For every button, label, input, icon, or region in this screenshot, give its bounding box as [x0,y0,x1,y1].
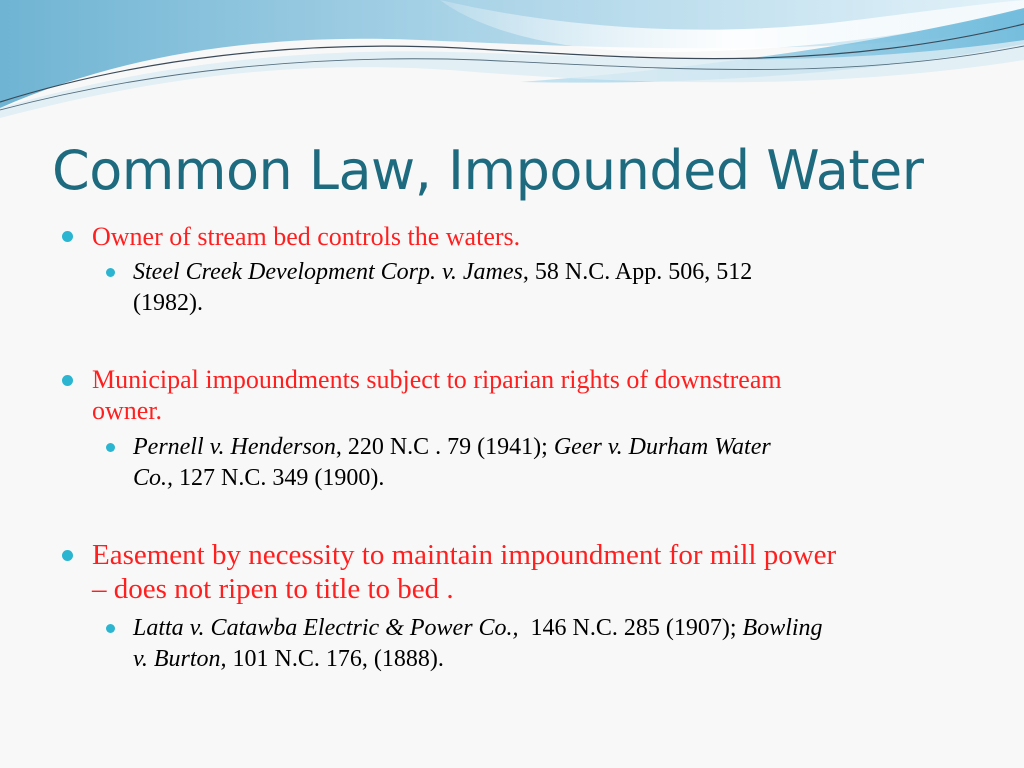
citation-case-name: Bowling [742,615,823,641]
citation-case-name: Geer v. Durham Water [553,434,771,460]
bullet-2-line-2: owner. [92,396,163,425]
bullet-2-text [92,364,782,396]
bullet-1-text [92,221,520,253]
citation-reference: , 220 N.C . 79 (1941); [335,434,554,460]
bullet-2-text-continued [92,395,162,427]
sub-bullet-marker-icon [106,624,115,633]
bullet-3-text-continued [92,572,454,606]
bullet-1-citation [133,257,752,319]
sub-bullet-marker-icon [106,443,115,452]
bullet-1-label: Owner of stream bed controls the waters. [92,222,521,251]
citation-reference: , 58 N.C. App. 506, 512 [522,259,753,285]
citation-case-name: Steel Creek Development Corp. v. James [133,259,523,285]
bullet-2-line-1: Municipal impoundments subject to riparian rights of downstream [92,365,782,394]
citation-case-name: v. Burton, [133,646,227,672]
header-wave-decoration [0,0,1024,120]
bullet-3-line-1: Easement by necessity to maintain impoundment for mill power [92,539,837,571]
citation-case-name: Latta v. Catawba Electric & Power Co., [133,615,519,641]
citation-year: (1982). [133,290,203,316]
bullet-marker-icon [62,375,73,386]
citation-reference: 127 N.C. 349 (1900). [173,465,385,491]
slide-title: Common Law, Impounded Water [52,139,924,202]
bullet-3-line-2: – does not ripen to title to bed . [92,573,454,605]
citation-case-name: Co., [133,465,174,491]
bullet-3-citation [133,613,823,675]
citation-reference: 101 N.C. 176, (1888). [226,646,444,672]
citation-reference: 146 N.C. 285 (1907); [518,615,743,641]
citation-case-name: Pernell v. Henderson [133,434,336,460]
bullet-marker-icon [62,231,73,242]
bullet-2-citation [133,432,771,494]
bullet-3-text [92,538,836,572]
bullet-marker-icon [62,550,73,561]
sub-bullet-marker-icon [106,268,115,277]
